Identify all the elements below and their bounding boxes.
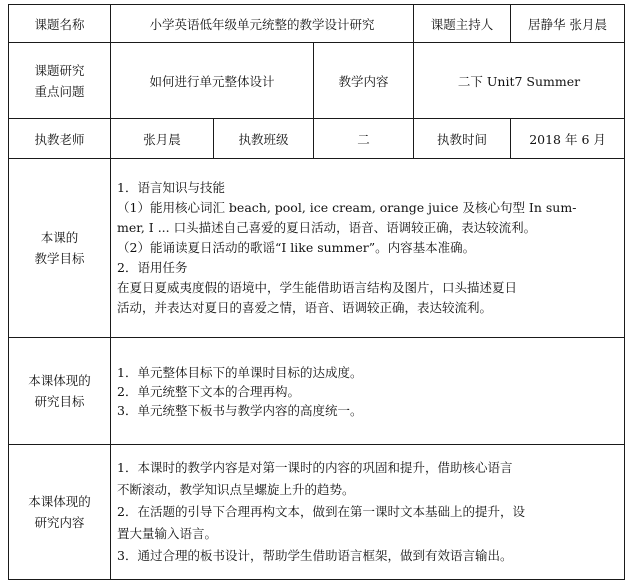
teacher-label: 执教老师 <box>9 119 111 159</box>
research-content-label <box>9 445 111 580</box>
time-value: 2018 年 6 月 <box>511 119 625 159</box>
row-focus <box>9 43 625 119</box>
goals-line: 2．语用任务 <box>117 260 188 275</box>
research-content-line: 1．本课时的教学内容是对第一课时的内容的巩固和提升，借助核心语言 <box>117 460 513 475</box>
research-content-content <box>111 445 625 580</box>
research-goals-line: 2．单元统整下文本的合理再构。 <box>117 383 300 399</box>
research-goals-line: 1．单元整体目标下的单课时目标的达成度。 <box>117 364 363 380</box>
row-teaching-goals <box>9 159 625 338</box>
goals-line: 在夏日夏威夷度假的语境中，学生能借助语言结构及图片，口头描述夏日 <box>117 280 518 295</box>
row-research-goals <box>9 338 625 445</box>
research-goals-line: 3．单元统整下板书与教学内容的高度统一。 <box>117 402 363 418</box>
research-content-line: 置大量输入语言。 <box>117 526 218 541</box>
class-label: 执教班级 <box>214 119 314 159</box>
row-topic <box>9 5 625 43</box>
research-goals-label-line2: 研究目标 <box>34 394 85 409</box>
goals-line: （1）能用核心词汇 beach, pool, ice cream, orange juice 及核心句型 In sum- <box>117 200 577 215</box>
research-goals-label <box>9 338 111 445</box>
goals-label-line2: 教学目标 <box>34 251 85 266</box>
focus-label-line1: 课题研究 <box>34 62 85 78</box>
class-value: 二 <box>314 119 414 159</box>
focus-label-line2: 重点问题 <box>34 83 85 99</box>
goals-line: （2）能诵读夏日活动的歌谣“I like summer”。内容基本准确。 <box>117 240 476 255</box>
lesson-plan-table <box>8 4 625 580</box>
research-content-line: 不断滚动，教学知识点呈螺旋上升的趋势。 <box>117 482 355 497</box>
content-label: 教学内容 <box>314 43 414 119</box>
goals-line: 活动，并表达对夏日的喜爱之情，语音、语调较正确，表达较流利。 <box>117 300 493 315</box>
research-content-line: 2．在活题的引导下合理再构文本，做到在第一课时文本基础上的提升，设 <box>117 504 525 519</box>
focus-label <box>9 43 111 119</box>
research-goals-label-line1: 本课体现的 <box>28 373 91 388</box>
goals-line: 1．语言知识与技能 <box>117 180 225 195</box>
goals-content <box>111 159 625 338</box>
row-research-content <box>9 445 625 580</box>
host-value: 居静华 张月晨 <box>511 5 625 43</box>
row-teacher <box>9 119 625 159</box>
topic-label: 课题名称 <box>9 5 111 43</box>
goals-label-line1: 本课的 <box>40 230 79 245</box>
research-goals-content <box>111 338 625 445</box>
focus-value: 如何进行单元整体设计 <box>111 43 314 119</box>
topic-value: 小学英语低年级单元统整的教学设计研究 <box>111 5 414 43</box>
goals-label <box>9 159 111 338</box>
content-value: 二下 Unit7 Summer <box>414 43 625 119</box>
time-label: 执教时间 <box>414 119 511 159</box>
research-content-label-line2: 研究内容 <box>34 515 85 530</box>
research-content-label-line1: 本课体现的 <box>28 494 91 509</box>
host-label: 课题主持人 <box>414 5 511 43</box>
research-content-line: 3．通过合理的板书设计，帮助学生借助语言框架，做到有效语言输出。 <box>117 548 513 563</box>
teacher-value: 张月晨 <box>111 119 214 159</box>
goals-line: mer, I ... 口头描述自己喜爱的夏日活动，语音、语调较正确，表达较流利。 <box>117 220 537 235</box>
